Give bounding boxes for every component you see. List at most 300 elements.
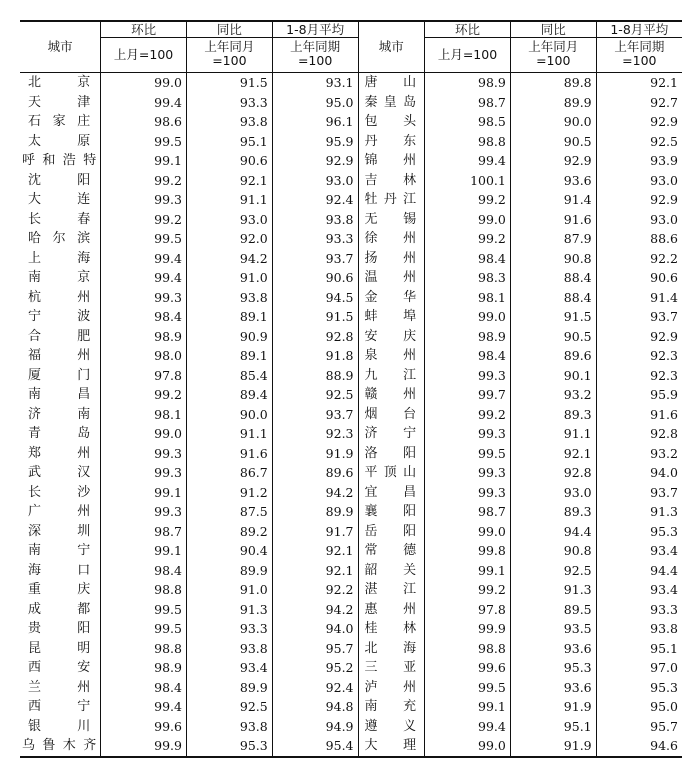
city-name-2: 秦皇岛 [358, 93, 425, 113]
avg-value-2: 93.7 [596, 483, 682, 503]
mom-value-2: 97.8 [425, 600, 511, 620]
mom-value-2: 99.2 [425, 580, 511, 600]
city-name: 太 原 [20, 132, 101, 152]
avg-value-2: 95.3 [596, 522, 682, 542]
city-name-2: 九 江 [358, 366, 425, 386]
avg-header: 1-8月平均 [272, 21, 358, 38]
table-row [20, 444, 682, 464]
yoy-value-2: 91.5 [510, 307, 596, 327]
mom-value: 99.2 [101, 210, 187, 230]
avg-value-2: 92.3 [596, 366, 682, 386]
city-name: 杭 州 [20, 288, 101, 308]
mom-value: 99.3 [101, 502, 187, 522]
yoy-value-2: 92.9 [510, 151, 596, 171]
yoy-value: 93.8 [186, 717, 272, 737]
avg-value: 92.1 [272, 561, 358, 581]
avg-value-2: 90.6 [596, 268, 682, 288]
avg-value: 92.2 [272, 580, 358, 600]
city-name-2: 大 理 [358, 736, 425, 757]
city-name-2: 牡丹江 [358, 190, 425, 210]
city-name-2: 三 亚 [358, 658, 425, 678]
table-row [20, 171, 682, 191]
avg-value: 93.3 [272, 229, 358, 249]
city-name-2: 湛 江 [358, 580, 425, 600]
mom-value: 98.1 [101, 405, 187, 425]
city-name: 西 宁 [20, 697, 101, 717]
city-name: 长 春 [20, 210, 101, 230]
yoy-header: 同比 [186, 21, 272, 38]
mom-base-header-2: 上月=100 [425, 38, 511, 73]
mom-value: 99.3 [101, 288, 187, 308]
yoy-value: 93.3 [186, 93, 272, 113]
mom-value-2: 99.3 [425, 366, 511, 386]
table-row [20, 210, 682, 230]
avg-base-header: 上年同期 =100 [272, 38, 358, 73]
avg-base-header-2: 上年同期 =100 [596, 38, 682, 73]
avg-value-2: 93.0 [596, 171, 682, 191]
mom-header-2: 环比 [425, 21, 511, 38]
mom-value-2: 100.1 [425, 171, 511, 191]
yoy-value: 93.8 [186, 639, 272, 659]
yoy-value: 93.0 [186, 210, 272, 230]
avg-value: 91.5 [272, 307, 358, 327]
avg-value: 91.8 [272, 346, 358, 366]
city-name: 青 岛 [20, 424, 101, 444]
table-row [20, 132, 682, 152]
yoy-value-2: 92.1 [510, 444, 596, 464]
table-row [20, 405, 682, 425]
city-name: 海 口 [20, 561, 101, 581]
mom-value-2: 99.4 [425, 717, 511, 737]
city-name-2: 洛 阳 [358, 444, 425, 464]
yoy-value-2: 91.6 [510, 210, 596, 230]
yoy-value: 95.3 [186, 736, 272, 757]
avg-value-2: 95.7 [596, 717, 682, 737]
avg-value-2: 92.2 [596, 249, 682, 269]
mom-value-2: 98.9 [425, 327, 511, 347]
yoy-value-2: 90.5 [510, 132, 596, 152]
mom-value: 99.4 [101, 249, 187, 269]
avg-value: 92.9 [272, 151, 358, 171]
mom-value: 99.4 [101, 93, 187, 113]
city-name-2: 襄 阳 [358, 502, 425, 522]
yoy-value: 95.1 [186, 132, 272, 152]
yoy-value: 91.3 [186, 600, 272, 620]
avg-value-2: 92.7 [596, 93, 682, 113]
city-name-2: 温 州 [358, 268, 425, 288]
city-name: 兰 州 [20, 678, 101, 698]
city-name-2: 徐 州 [358, 229, 425, 249]
mom-value: 98.4 [101, 307, 187, 327]
table-row [20, 717, 682, 737]
mom-value-2: 99.7 [425, 385, 511, 405]
mom-value-2: 99.6 [425, 658, 511, 678]
yoy-value: 85.4 [186, 366, 272, 386]
city-name: 深 圳 [20, 522, 101, 542]
city-name: 郑 州 [20, 444, 101, 464]
city-name-2: 锦 州 [358, 151, 425, 171]
mom-value: 99.6 [101, 717, 187, 737]
table-row [20, 112, 682, 132]
table-row [20, 346, 682, 366]
mom-value: 98.0 [101, 346, 187, 366]
avg-value-2: 93.3 [596, 600, 682, 620]
table-row [20, 658, 682, 678]
avg-value-2: 93.4 [596, 541, 682, 561]
yoy-value-2: 93.6 [510, 639, 596, 659]
yoy-base-header: 上年同月 =100 [186, 38, 272, 73]
table-row [20, 385, 682, 405]
avg-header-2: 1-8月平均 [596, 21, 682, 38]
table-row [20, 249, 682, 269]
yoy-value: 91.0 [186, 580, 272, 600]
avg-value: 89.6 [272, 463, 358, 483]
yoy-value: 89.2 [186, 522, 272, 542]
city-name: 贵 阳 [20, 619, 101, 639]
mom-value: 98.6 [101, 112, 187, 132]
city-name-2: 包 头 [358, 112, 425, 132]
mom-value: 98.7 [101, 522, 187, 542]
yoy-value: 93.4 [186, 658, 272, 678]
yoy-value-2: 93.2 [510, 385, 596, 405]
avg-value: 95.7 [272, 639, 358, 659]
yoy-value-2: 95.3 [510, 658, 596, 678]
city-name: 昆 明 [20, 639, 101, 659]
city-name-2: 赣 州 [358, 385, 425, 405]
city-name-2: 平顶山 [358, 463, 425, 483]
table-row [20, 288, 682, 308]
yoy-value: 89.1 [186, 346, 272, 366]
mom-value: 99.1 [101, 483, 187, 503]
avg-value-2: 92.5 [596, 132, 682, 152]
city-name: 南 京 [20, 268, 101, 288]
yoy-value: 89.9 [186, 561, 272, 581]
avg-value: 94.2 [272, 600, 358, 620]
city-name-2: 桂 林 [358, 619, 425, 639]
mom-value-2: 99.1 [425, 561, 511, 581]
table-row [20, 561, 682, 581]
mom-value-2: 99.0 [425, 736, 511, 757]
mom-value: 98.8 [101, 580, 187, 600]
yoy-value-2: 94.4 [510, 522, 596, 542]
yoy-value-2: 93.6 [510, 171, 596, 191]
yoy-value: 91.0 [186, 268, 272, 288]
avg-value-2: 93.9 [596, 151, 682, 171]
city-name-2: 烟 台 [358, 405, 425, 425]
avg-value: 92.8 [272, 327, 358, 347]
avg-value: 94.8 [272, 697, 358, 717]
avg-value: 92.3 [272, 424, 358, 444]
mom-value-2: 99.2 [425, 229, 511, 249]
avg-value: 95.9 [272, 132, 358, 152]
mom-value-2: 99.2 [425, 190, 511, 210]
avg-value: 93.1 [272, 73, 358, 93]
housing-price-index-table [20, 20, 682, 758]
city-name: 福 州 [20, 346, 101, 366]
yoy-value-2: 89.6 [510, 346, 596, 366]
yoy-value: 90.9 [186, 327, 272, 347]
table-row [20, 697, 682, 717]
mom-value-2: 99.8 [425, 541, 511, 561]
yoy-value: 91.1 [186, 190, 272, 210]
avg-value-2: 93.8 [596, 619, 682, 639]
table-row [20, 229, 682, 249]
avg-value-2: 91.4 [596, 288, 682, 308]
city-name-2: 金 华 [358, 288, 425, 308]
city-name: 天 津 [20, 93, 101, 113]
city-name-2: 韶 关 [358, 561, 425, 581]
mom-value-2: 98.3 [425, 268, 511, 288]
yoy-header-2: 同比 [510, 21, 596, 38]
yoy-value-2: 89.5 [510, 600, 596, 620]
mom-value: 99.5 [101, 132, 187, 152]
mom-value-2: 99.0 [425, 522, 511, 542]
yoy-value: 86.7 [186, 463, 272, 483]
avg-value-2: 91.3 [596, 502, 682, 522]
yoy-value-2: 89.3 [510, 502, 596, 522]
city-name-2: 泸 州 [358, 678, 425, 698]
city-name: 重 庆 [20, 580, 101, 600]
avg-value-2: 94.0 [596, 463, 682, 483]
avg-value-2: 93.0 [596, 210, 682, 230]
mom-value: 99.0 [101, 73, 187, 93]
city-column-header: 城市 [20, 21, 101, 73]
mom-value: 98.4 [101, 678, 187, 698]
mom-value: 98.8 [101, 639, 187, 659]
avg-value-2: 95.9 [596, 385, 682, 405]
yoy-value: 92.1 [186, 171, 272, 191]
avg-value-2: 92.3 [596, 346, 682, 366]
mom-value-2: 99.9 [425, 619, 511, 639]
yoy-value: 93.8 [186, 112, 272, 132]
yoy-value: 89.1 [186, 307, 272, 327]
yoy-value-2: 91.3 [510, 580, 596, 600]
mom-header: 环比 [101, 21, 187, 38]
yoy-value: 91.1 [186, 424, 272, 444]
city-name-2: 泉 州 [358, 346, 425, 366]
table-row [20, 424, 682, 444]
avg-value-2: 95.1 [596, 639, 682, 659]
avg-value: 96.1 [272, 112, 358, 132]
table-header [20, 21, 682, 73]
city-name-2: 安 庆 [358, 327, 425, 347]
avg-value: 93.7 [272, 249, 358, 269]
avg-value: 94.2 [272, 483, 358, 503]
table-row [20, 736, 682, 757]
city-name-2: 吉 林 [358, 171, 425, 191]
yoy-value-2: 89.3 [510, 405, 596, 425]
avg-value: 92.4 [272, 190, 358, 210]
avg-value: 93.8 [272, 210, 358, 230]
yoy-value-2: 92.8 [510, 463, 596, 483]
avg-value-2: 88.6 [596, 229, 682, 249]
yoy-value: 90.4 [186, 541, 272, 561]
city-name-2: 蚌 埠 [358, 307, 425, 327]
city-name: 沈 阳 [20, 171, 101, 191]
avg-value-2: 97.0 [596, 658, 682, 678]
avg-value: 94.5 [272, 288, 358, 308]
yoy-value-2: 90.8 [510, 541, 596, 561]
city-name-2: 常 德 [358, 541, 425, 561]
mom-value-2: 98.5 [425, 112, 511, 132]
mom-value: 97.8 [101, 366, 187, 386]
table-row [20, 151, 682, 171]
city-name-2: 无 锡 [358, 210, 425, 230]
yoy-base-header-2: 上年同月 =100 [510, 38, 596, 73]
avg-value: 94.9 [272, 717, 358, 737]
mom-value: 99.9 [101, 736, 187, 757]
avg-value-2: 91.6 [596, 405, 682, 425]
table-row [20, 541, 682, 561]
yoy-value-2: 89.8 [510, 73, 596, 93]
city-name: 济 南 [20, 405, 101, 425]
yoy-value-2: 90.8 [510, 249, 596, 269]
table-row [20, 580, 682, 600]
avg-value: 93.0 [272, 171, 358, 191]
yoy-value-2: 95.1 [510, 717, 596, 737]
avg-value-2: 92.9 [596, 112, 682, 132]
mom-value-2: 99.4 [425, 151, 511, 171]
avg-value-2: 94.4 [596, 561, 682, 581]
yoy-value: 87.5 [186, 502, 272, 522]
avg-value: 89.9 [272, 502, 358, 522]
mom-value: 99.5 [101, 229, 187, 249]
table-row [20, 619, 682, 639]
yoy-value-2: 87.9 [510, 229, 596, 249]
mom-value: 99.4 [101, 697, 187, 717]
avg-value: 88.9 [272, 366, 358, 386]
table-row [20, 522, 682, 542]
mom-value-2: 99.1 [425, 697, 511, 717]
table-row [20, 463, 682, 483]
yoy-value: 93.3 [186, 619, 272, 639]
yoy-value-2: 93.0 [510, 483, 596, 503]
yoy-value-2: 91.9 [510, 736, 596, 757]
avg-value-2: 93.4 [596, 580, 682, 600]
mom-value: 99.5 [101, 600, 187, 620]
city-name-2: 宜 昌 [358, 483, 425, 503]
city-name: 宁 波 [20, 307, 101, 327]
mom-value-2: 99.3 [425, 463, 511, 483]
yoy-value-2: 93.6 [510, 678, 596, 698]
yoy-value: 90.6 [186, 151, 272, 171]
city-name: 长 沙 [20, 483, 101, 503]
avg-value: 91.9 [272, 444, 358, 464]
table-row [20, 678, 682, 698]
city-name-2: 唐 山 [358, 73, 425, 93]
city-name-2: 岳 阳 [358, 522, 425, 542]
city-name-2: 南 充 [358, 697, 425, 717]
city-name-2: 扬 州 [358, 249, 425, 269]
avg-value: 92.1 [272, 541, 358, 561]
yoy-value-2: 91.4 [510, 190, 596, 210]
city-name: 大 连 [20, 190, 101, 210]
city-name: 上 海 [20, 249, 101, 269]
city-name-2: 遵 义 [358, 717, 425, 737]
yoy-value: 89.4 [186, 385, 272, 405]
mom-value-2: 98.8 [425, 639, 511, 659]
city-name: 石家庄 [20, 112, 101, 132]
mom-value: 99.5 [101, 619, 187, 639]
mom-value: 98.4 [101, 561, 187, 581]
yoy-value-2: 90.5 [510, 327, 596, 347]
yoy-value: 92.0 [186, 229, 272, 249]
avg-value-2: 94.6 [596, 736, 682, 757]
city-name: 广 州 [20, 502, 101, 522]
table-row [20, 600, 682, 620]
city-name: 南 宁 [20, 541, 101, 561]
city-name: 乌鲁木齐 [20, 736, 101, 757]
yoy-value-2: 89.9 [510, 93, 596, 113]
yoy-value-2: 88.4 [510, 268, 596, 288]
avg-value-2: 93.7 [596, 307, 682, 327]
table-row [20, 327, 682, 347]
city-name: 呼和浩特 [20, 151, 101, 171]
avg-value: 95.2 [272, 658, 358, 678]
city-name-2: 丹 东 [358, 132, 425, 152]
yoy-value-2: 92.5 [510, 561, 596, 581]
avg-value-2: 92.9 [596, 327, 682, 347]
avg-value: 93.7 [272, 405, 358, 425]
avg-value: 94.0 [272, 619, 358, 639]
city-name: 南 昌 [20, 385, 101, 405]
mom-value-2: 98.8 [425, 132, 511, 152]
avg-value: 92.4 [272, 678, 358, 698]
mom-value: 98.9 [101, 658, 187, 678]
avg-value: 95.0 [272, 93, 358, 113]
table-body [20, 73, 682, 757]
yoy-value: 90.0 [186, 405, 272, 425]
yoy-value-2: 91.9 [510, 697, 596, 717]
yoy-value-2: 90.1 [510, 366, 596, 386]
city-column-header-2: 城市 [358, 21, 425, 73]
mom-value-2: 98.9 [425, 73, 511, 93]
city-name: 成 都 [20, 600, 101, 620]
mom-value-2: 99.2 [425, 405, 511, 425]
table-row [20, 483, 682, 503]
table-row [20, 93, 682, 113]
yoy-value-2: 91.1 [510, 424, 596, 444]
avg-value: 90.6 [272, 268, 358, 288]
mom-value-2: 98.4 [425, 346, 511, 366]
mom-value-2: 99.3 [425, 483, 511, 503]
mom-value: 99.1 [101, 151, 187, 171]
city-name: 银 川 [20, 717, 101, 737]
mom-value: 99.0 [101, 424, 187, 444]
avg-value-2: 95.3 [596, 678, 682, 698]
table-row [20, 190, 682, 210]
mom-value-2: 99.0 [425, 307, 511, 327]
table-row [20, 73, 682, 93]
yoy-value: 91.6 [186, 444, 272, 464]
mom-value: 99.3 [101, 444, 187, 464]
avg-value: 92.5 [272, 385, 358, 405]
avg-value-2: 95.0 [596, 697, 682, 717]
avg-value-2: 92.8 [596, 424, 682, 444]
avg-value-2: 92.1 [596, 73, 682, 93]
mom-value-2: 98.4 [425, 249, 511, 269]
city-name: 哈尔滨 [20, 229, 101, 249]
mom-value-2: 98.7 [425, 502, 511, 522]
avg-value: 95.4 [272, 736, 358, 757]
yoy-value-2: 93.5 [510, 619, 596, 639]
mom-base-header: 上月=100 [101, 38, 187, 73]
mom-value-2: 98.7 [425, 93, 511, 113]
mom-value-2: 99.0 [425, 210, 511, 230]
city-name: 合 肥 [20, 327, 101, 347]
table-row [20, 268, 682, 288]
city-name-2: 北 海 [358, 639, 425, 659]
